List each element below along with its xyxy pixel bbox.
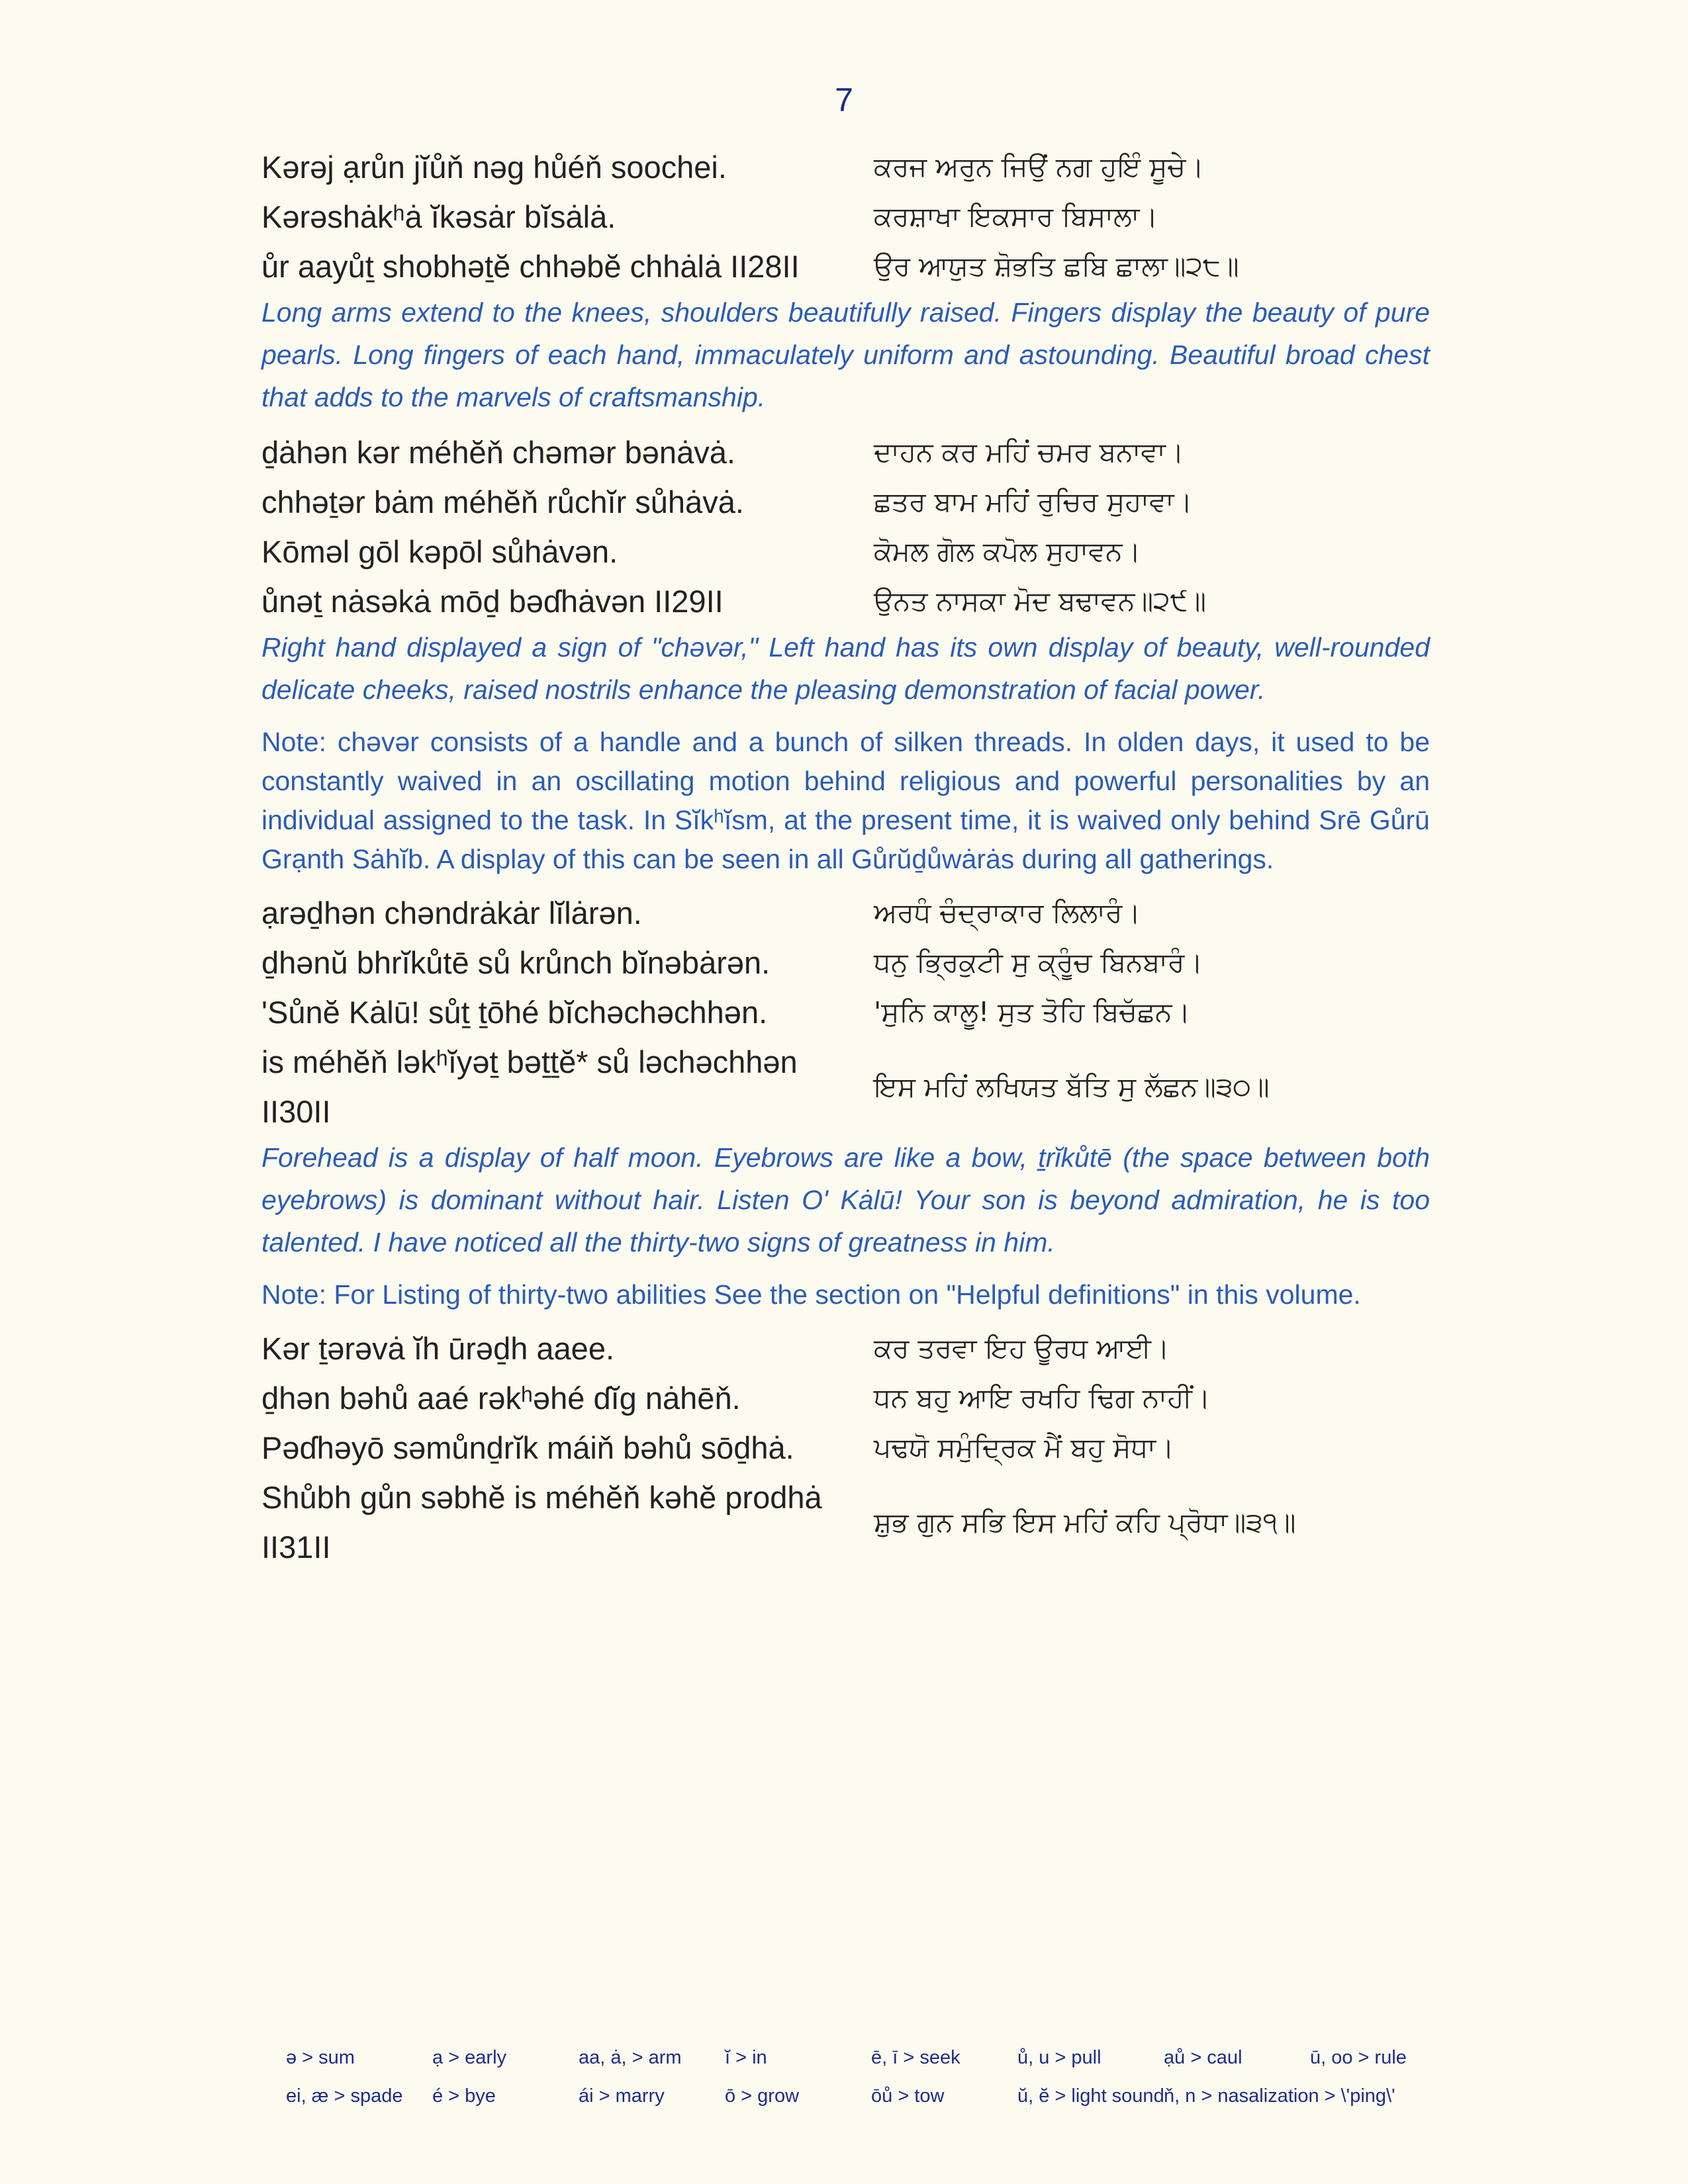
gurmukhi-text: ਧਨ ਬਹੁ ਆਇ ਰਖਹਿ ਢਿਗ ਨਾਹੀਂ। (874, 1382, 1211, 1414)
verse-line (261, 1373, 1430, 1423)
stanza-28 (261, 142, 1430, 291)
transliteration: Kərəshȧkʰȧ ĭkəsȧr bĭsȧlȧ. (261, 199, 616, 234)
gurmukhi-text: ਕਰ ਤਰਵਾ ਇਹ ਊਰਧ ਆਈ। (874, 1332, 1170, 1364)
verse-line (261, 428, 1430, 477)
transliteration: ḏȧhən kər méhĕň chəmər bənȧvȧ. (261, 435, 735, 470)
gurmukhi-text: ਉਨਤ ਨਾਸਕਾ ਮੋਦ ਬਢਾਵਨ॥੨੯॥ (874, 585, 1207, 617)
transliteration: Pəɗhəyō səmůnḏrĭk máiň bəhů sōḏhȧ. (261, 1430, 794, 1465)
legend-item: ň, n > nasalization > \'ping\' (1164, 2085, 1395, 2107)
gurmukhi-text: ਛਤਰ ਬਾਮ ਮਹਿਂ ਰੁਚਿਰ ਸੁਹਾਵਾ। (874, 486, 1193, 518)
verse-line (261, 1324, 1430, 1373)
verse-line (261, 242, 1430, 291)
legend-item: ē, ī > seek (871, 2046, 961, 2068)
transliteration: chhəṯər bȧm méhĕň růchĭr sůhȧvȧ. (261, 484, 744, 520)
legend-item: ə > sum (286, 2046, 355, 2068)
note-chavar: Note: chəvər consists of a handle and a bunch of silken threads. In olden days, it used to be constantly waived in an oscillating motion behind religious and powerful personalities by an individual assigned to the task. In Sĭkʰĭsm, at the present time, it is waived only behind Srē Gůrū Grạnth Sȧhĭb. A display of this can be seen in all Gůrŭḏůwȧrȧs during all gatherings. (261, 727, 1430, 874)
verse-line (261, 987, 1430, 1037)
transliteration: ḏhənŭ bhrĭkůtē sů krůnch bĭnəbȧrən. (261, 945, 771, 980)
verse-line (261, 1423, 1430, 1473)
legend-item: ōů > tow (871, 2085, 945, 2107)
gurmukhi-text: ਕਰਸ਼ਾਖਾ ਇਕਸਾਰ ਬਿਸਾਲਾ। (874, 201, 1158, 232)
gurmukhi-text: ਕਰਜ ਅਰੁਨ ਜਿਉਂ ਨਗ ਹੁਇੰ ਸੂਚੇ। (874, 151, 1204, 183)
gurmukhi-text: ਉਰ ਆਯੁਤ ਸ਼ੋਭਤਿ ਛਬਿ ਛਾਲਾ॥੨੮॥ (874, 250, 1239, 282)
transliteration: ůr aayůṯ shobhəṯĕ chhəbĕ chhȧlȧ II28II (261, 249, 800, 284)
legend-item: ū, oo > rule (1310, 2046, 1407, 2068)
gurmukhi-text: ਕੋਮਲ ਗੋਲ ਕਪੋਲ ਸੁਹਾਵਨ। (874, 535, 1141, 567)
stanza-31 (261, 1324, 1430, 1572)
transliteration: ạrəḏhən chəndrȧkȧr lĭlȧrən. (261, 895, 642, 931)
verse-line (261, 527, 1430, 576)
note-thirty-two-abilities: Note: For Listing of thirty-two abilities See the section on "Helpful definitions" in this volume. (261, 1279, 1361, 1310)
legend-item: ŭ, ĕ > light sound (1017, 2085, 1164, 2107)
gurmukhi-text: ਸ਼ੁਭ ਗੁਨ ਸਭਿ ਇਸ ਮਹਿਂ ਕਹਿ ਪ੍ਰੋਧਾ॥੩੧॥ (874, 1506, 1296, 1538)
translation-30: Forehead is a display of half moon. Eyebrows are like a bow, ṯrĭkůtē (the space between both eyebrows) is dominant without hair. Listen O' Kȧlū! Your son is beyond admiration, he is too talented. I have noticed all the thirty-two signs of greatness in him. (261, 1142, 1430, 1257)
gurmukhi-text: ਦਾਹਨ ਕਰ ਮਹਿਂ ਚਮਰ ਬਨਾਵਾ। (874, 436, 1184, 468)
gurmukhi-text: 'ਸੁਨਿ ਕਾਲੂ! ਸੁਤ ਤੋਹਿ ਬਿਚੱਛਨ। (874, 996, 1191, 1028)
stanza-29 (261, 428, 1430, 626)
transliteration: Kərəj ạrůn jĭůň nəg hůéň soochei. (261, 150, 727, 185)
legend-row (286, 2077, 1458, 2115)
stanza-30 (261, 888, 1430, 1136)
gurmukhi-text: ਅਰਧੰ ਚੰਦ੍ਰਾਕਾਰ ਲਿਲਾਰੰ। (874, 897, 1141, 929)
translation-29: Right hand displayed a sign of "chəvər," Left hand has its own display of beauty, well-rounded delicate cheeks, raised nostrils enhance the pleasing demonstration of facial power. (261, 632, 1430, 705)
gurmukhi-text: ਪਢਯੋ ਸਮੁੰਦ੍ਰਿਕ ਮੈਂ ਬਹੁ ਸੋਧਾ। (874, 1432, 1174, 1463)
gurmukhi-text: ਧਨੁ ਭ੍ਰਿਕੁਟੀ ਸੁ ਕ੍ਰੂੰਚ ਬਿਨਬਾਰੰ। (874, 946, 1203, 978)
legend-item: é > bye (432, 2085, 496, 2107)
transliteration: Shůbh gůn səbhĕ is méhĕň kəhĕ prodhȧ II31II (261, 1480, 822, 1565)
legend-item: ạů > caul (1164, 2046, 1243, 2068)
pronunciation-legend (286, 2038, 1458, 2115)
legend-item: ạ > early (432, 2046, 507, 2068)
transliteration: ůnəṯ nȧsəkȧ mōḏ bəɗhȧvən II29II (261, 584, 724, 619)
verse-line (261, 477, 1430, 527)
verse-line (261, 1473, 1430, 1572)
verse-line (261, 576, 1430, 626)
page-number: 7 (835, 81, 853, 118)
verse-line (261, 938, 1430, 987)
transliteration: is méhĕň ləkʰĭyəṯ bəṯṯĕ* sů ləchəchhən II30II (261, 1044, 798, 1129)
translation-28: Long arms extend to the knees, shoulders beautifully raised. Fingers display the beauty of pure pearls. Long fingers of each hand, immaculately uniform and astounding. Beautiful broad chest that adds to the marvels of craftsmanship. (261, 297, 1430, 412)
verse-line (261, 192, 1430, 242)
transliteration: ḏhən bəhů aaé rəkʰəhé ɗĭg nȧhēň. (261, 1381, 741, 1416)
gurmukhi-text: ਇਸ ਮਹਿਂ ਲਖਿਯਤ ਬੱਤਿ ਸੁ ਲੱਛਨ॥੩੦॥ (874, 1070, 1270, 1103)
transliteration: Kōməl gōl kəpōl sůhȧvən. (261, 534, 618, 569)
legend-item: ĭ > in (725, 2046, 767, 2068)
verse-line (261, 1037, 1430, 1136)
legend-item: ů, u > pull (1017, 2046, 1102, 2068)
legend-item: ō > grow (725, 2085, 800, 2107)
legend-item: ái > marry (579, 2085, 665, 2107)
legend-item: aa, ȧ, > arm (579, 2046, 682, 2068)
legend-item: ei, æ > spade (286, 2085, 403, 2107)
transliteration: Kər ṯərəvȧ ĭh ūrəḏh aaee. (261, 1331, 615, 1366)
verse-line (261, 142, 1430, 192)
page-content (261, 142, 1430, 1572)
verse-line (261, 888, 1430, 938)
transliteration: 'Sůnĕ Kȧlū! sůṯ ṯōhé bĭchəchəchhən. (261, 995, 768, 1030)
legend-row (286, 2038, 1458, 2077)
